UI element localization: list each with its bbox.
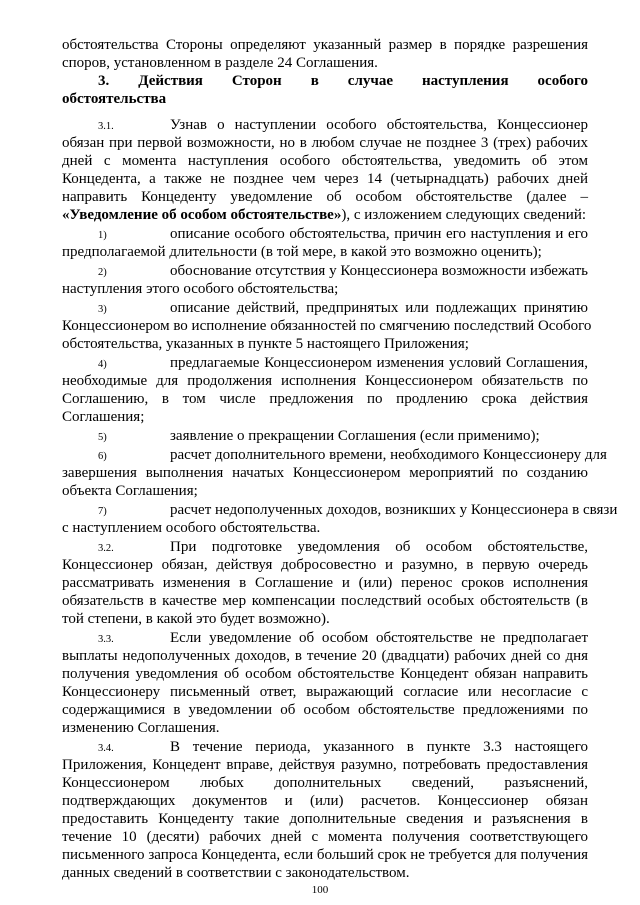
- text-line: содержащимися в уведомлении об особом обстоятельстве предложениями по: [62, 702, 588, 718]
- text-line: обязан при первой возможности, но в любом случае не позднее 3 (трех) рабочих: [62, 135, 588, 151]
- text-line: Приложения, Концедент вправе, действуя разумно, потребовать предоставления: [62, 757, 588, 773]
- text-line: изменению Соглашения.: [62, 720, 220, 736]
- paragraph-3-2-line: [62, 538, 588, 558]
- list-number: 6): [98, 451, 107, 462]
- text-line: наступления этого особого обстоятельства;: [62, 281, 339, 297]
- paragraph-number: 3.4.: [98, 743, 114, 754]
- list-number: 4): [98, 359, 107, 370]
- text-span: расчет дополнительного времени, необходимого Концессионеру для: [170, 447, 607, 463]
- paragraph-3-3-line: [62, 629, 588, 649]
- text-line: Концессионеру письменный ответ, выражающий согласие или несогласие с: [62, 684, 588, 700]
- text-line: Концессионером любых дополнительных сведений, разъяснений,: [62, 775, 588, 791]
- heading-word: Действия: [138, 73, 203, 89]
- text-span: ), с изложением следующих сведений:: [341, 207, 587, 223]
- text-line: получения уведомления об особом обстоятельстве Концедент обязан направить: [62, 666, 588, 682]
- paragraph-number: 3.1.: [98, 121, 114, 132]
- paragraph-number: 3.3.: [98, 634, 114, 645]
- text-line: необходимые для продолжения исполнения Концессионером обязательств по: [62, 373, 588, 389]
- defined-term: «Уведомление об особом обстоятельстве»: [62, 207, 342, 223]
- text-span: Если уведомление об особом обстоятельстве не предполагает: [170, 630, 588, 646]
- paragraph-number: 3.2.: [98, 543, 114, 554]
- page-number: 100: [311, 884, 329, 896]
- list-number: 1): [98, 230, 107, 241]
- text-line: рассматривать изменения в Соглашение и (или) перенос сроков исполнения: [62, 575, 588, 591]
- list-number: 3): [98, 304, 107, 315]
- paragraph-3-1-line: [62, 116, 588, 136]
- list-item: [62, 225, 588, 245]
- text-line: Соглашению, в том числе предложения по продлению срока действия: [62, 391, 588, 407]
- text-span: описание особого обстоятельства, причин его наступления и его: [170, 226, 588, 242]
- text-line: предоставить Концеденту такие дополнительные сведения и разъяснения в: [62, 811, 588, 827]
- text-line: с наступлением особого обстоятельства.: [62, 520, 321, 536]
- list-item: [62, 446, 607, 466]
- text-span: При подготовке уведомления об особом обстоятельстве,: [170, 539, 588, 555]
- list-item: [62, 354, 588, 374]
- text-line: выплаты недополученных доходов, в течение 20 (двадцати) рабочих дней со дня: [62, 648, 588, 664]
- text-line: обстоятельства Стороны определяют указанный размер в порядке разрешения: [62, 37, 588, 53]
- text-line: [62, 206, 588, 224]
- section-heading-line2: обстоятельства: [62, 91, 167, 107]
- text-line: той степени, в какой это будет возможно).: [62, 611, 330, 627]
- text-line: Концессионер обязан, действуя добросовестно и разумно, в первую очередь: [62, 557, 588, 573]
- text-span: расчет недополученных доходов, возникших у Концессионера в связи: [170, 502, 618, 518]
- text-line: письменного запроса Концедента, если больший срок не требуется для получения: [62, 847, 588, 863]
- text-span: В течение периода, указанного в пункте 3.3 настоящего: [170, 739, 588, 755]
- text-span: описание действий, предпринятых или подлежащих принятию: [170, 300, 588, 316]
- text-line: дней с момента наступления особого обстоятельства, уведомить об этом: [62, 153, 588, 169]
- text-line: Соглашения;: [62, 409, 145, 425]
- text-line: споров, установленном в разделе 24 Соглашения.: [62, 55, 378, 71]
- paragraph-3-4-line: [62, 738, 588, 758]
- text-line: предполагаемой длительности (в той мере, в какой это возможно оценить);: [62, 244, 542, 260]
- text-span: предлагаемые Концессионером изменения условий Соглашения,: [170, 355, 588, 371]
- list-item: [62, 299, 588, 319]
- heading-word: Сторон: [231, 73, 282, 89]
- heading-word: особого: [537, 73, 588, 89]
- section-heading: [62, 72, 588, 90]
- text-span: Узнав о наступлении особого обстоятельства, Концессионер: [170, 117, 588, 133]
- heading-word: случае: [347, 73, 393, 89]
- text-span: обоснование отсутствия у Концессионера возможности избежать: [170, 263, 588, 279]
- text-line: данных сведений в соответствии с законодательством.: [62, 865, 410, 881]
- text-line: Концессионером во исполнение обязанностей по смягчению последствий Особого: [62, 318, 592, 334]
- text-line: направить Концеденту уведомление об особом обстоятельстве (далее –: [62, 189, 588, 205]
- list-number: 2): [98, 267, 107, 278]
- list-number: 5): [98, 432, 107, 443]
- heading-word: наступления: [421, 73, 509, 89]
- text-line: обстоятельства, указанных в пункте 5 настоящего Приложения;: [62, 336, 469, 352]
- heading-word: в: [310, 73, 319, 89]
- text-line: завершения выполнения начатых Концессионером мероприятий по созданию: [62, 465, 588, 481]
- text-line: подтверждающих документов и (или) расчетов. Концессионер обязан: [62, 793, 588, 809]
- text-line: Концедента, а также не позднее чем через 14 (четырнадцать) рабочих дней: [62, 171, 588, 187]
- list-item: [62, 427, 588, 447]
- text-line: объекта Соглашения;: [62, 483, 198, 499]
- text-line: обязательств в качестве мер компенсации последствий особых обстоятельств (в: [62, 593, 588, 609]
- list-item: [62, 262, 588, 282]
- text-line: течение 10 (десяти) рабочих дней с момента получения соответствующего: [62, 829, 588, 845]
- list-number: 7): [98, 506, 107, 517]
- text-span: заявление о прекращении Соглашения (если применимо);: [170, 428, 540, 444]
- section-number: 3.: [98, 73, 110, 89]
- list-item: [62, 501, 618, 521]
